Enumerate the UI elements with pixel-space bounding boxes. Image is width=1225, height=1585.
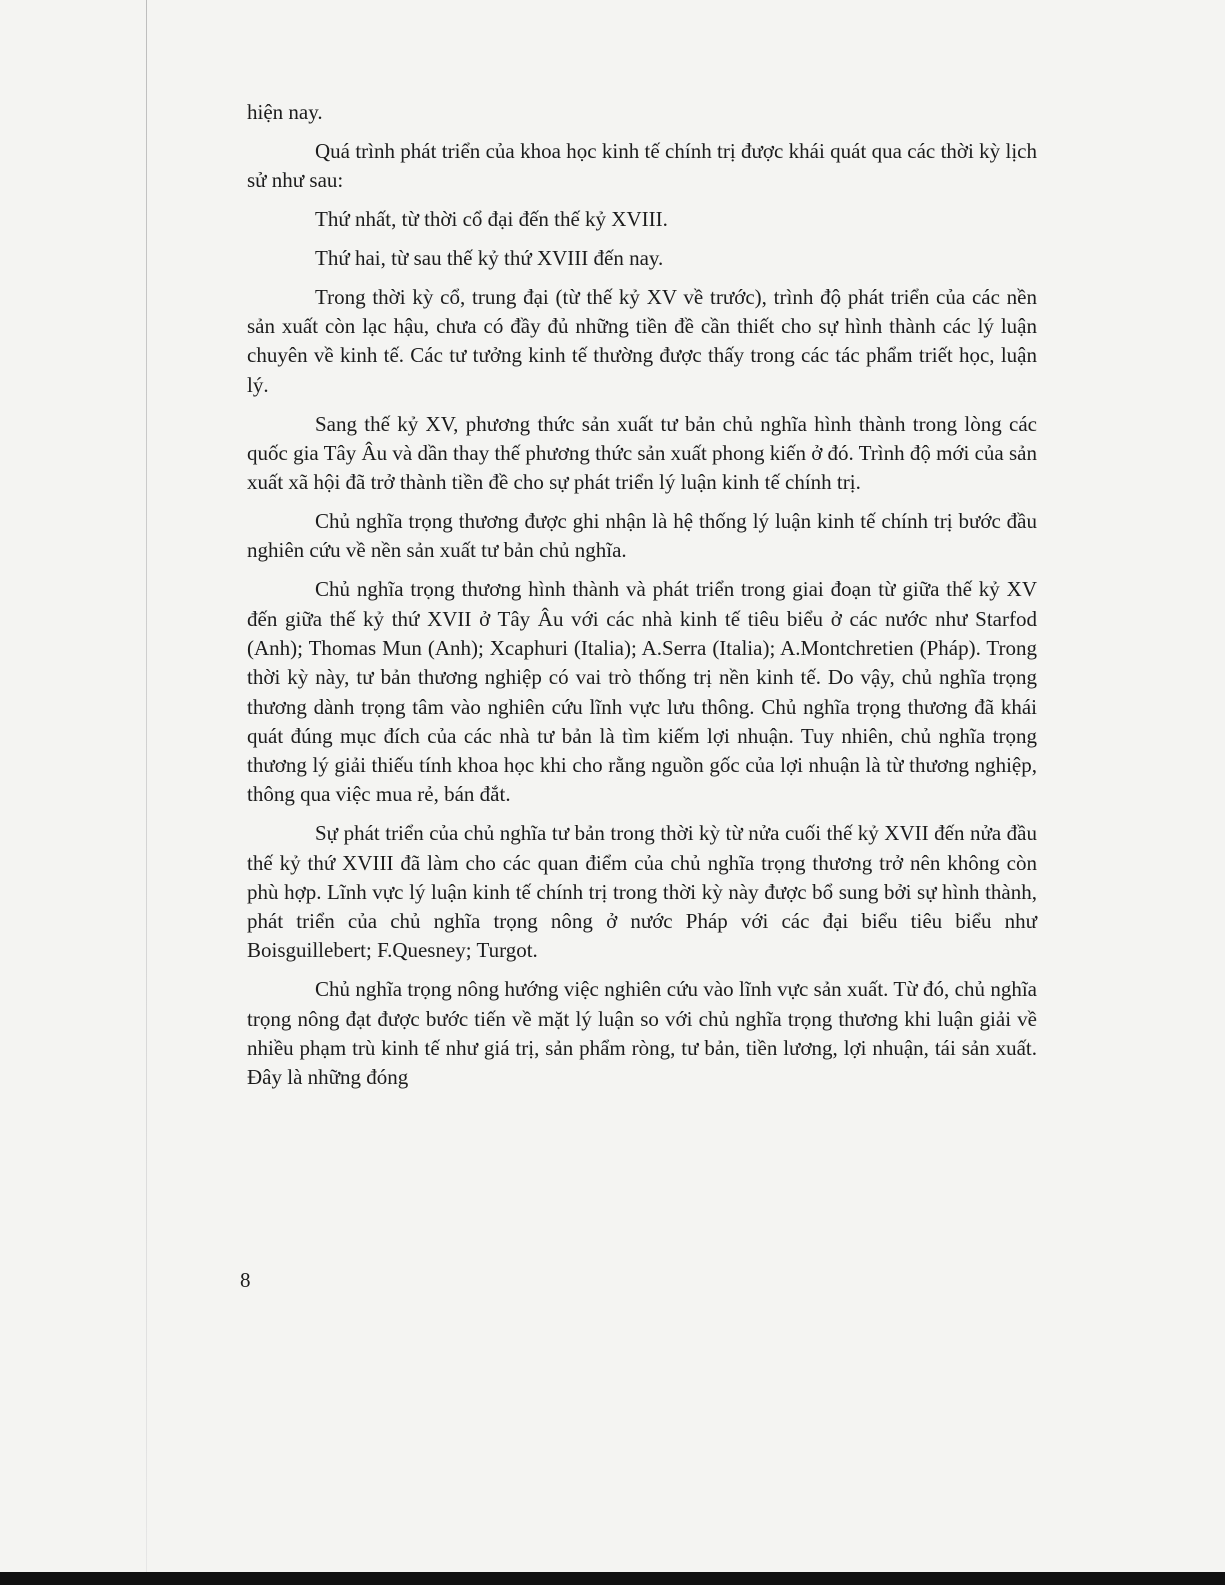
body-text [247,98,1037,1102]
scan-edge-left [146,0,147,1585]
paragraph: Sự phát triển của chủ nghĩa tư bản trong thời kỳ từ nửa cuối thế kỷ XVII đến nửa đầu thế kỷ thứ XVIII đã làm cho các quan điểm của chủ nghĩa trọng thương trở nên không còn phù hợp. Lĩnh vực lý luận kinh tế chính trị trong thời kỳ này được bổ sung bởi sự hình thành, phát triển của chủ nghĩa trọng nông ở nước Pháp với các đại biểu tiêu biểu như Boisguillebert; F.Quesney; Turgot. [247,821,1037,963]
paragraph: Chủ nghĩa trọng thương hình thành và phát triển trong giai đoạn từ giữa thế kỷ XV đến giữa thế kỷ thứ XVII ở Tây Âu với các nhà kinh tế tiêu biểu ở các nước như Starfod (Anh); Thomas Mun (Anh); Xcaphuri (Italia); A.Serra (Italia); A.Montchretien (Pháp). Trong thời kỳ này, tư bản thương nghiệp có vai trò thống trị nền kinh tế. Do vậy, chủ nghĩa trọng thương dành trọng tâm vào nghiên cứu lĩnh vực lưu thông. Chủ nghĩa trọng thương đã khái quát đúng mục đích của các nhà tư bản là tìm kiếm lợi nhuận. Tuy nhiên, chủ nghĩa trọng thương lý giải thiếu tính khoa học khi cho rằng nguồn gốc của lợi nhuận là từ thương nghiệp, thông qua việc mua rẻ, bán đắt. [247,577,1037,807]
paragraph: Sang thế kỷ XV, phương thức sản xuất tư bản chủ nghĩa hình thành trong lòng các quốc gia Tây Âu và dần thay thế phương thức sản xuất phong kiến ở đó. Trình độ mới của sản xuất xã hội đã trở thành tiền đề cho sự phát triển lý luận kinh tế chính trị. [247,411,1037,495]
paragraph: Chủ nghĩa trọng thương được ghi nhận là hệ thống lý luận kinh tế chính trị bước đầu nghiên cứu về nền sản xuất tư bản chủ nghĩa. [247,509,1037,563]
paragraph: Thứ hai, từ sau thế kỷ thứ XVIII đến nay. [315,245,664,270]
scan-edge-bottom [0,1572,1225,1585]
page-number: 8 [240,1268,251,1292]
paragraph-continuation: hiện nay. [247,100,323,124]
paragraph: Trong thời kỳ cổ, trung đại (từ thế kỷ XV về trước), trình độ phát triển của các nền sản xuất còn lạc hậu, chưa có đầy đủ những tiền đề cần thiết cho sự hình thành các lý luận chuyên về kinh tế. Các tư tưởng kinh tế thường được thấy trong các tác phẩm triết học, luận lý. [247,284,1037,397]
paragraph: Thứ nhất, từ thời cổ đại đến thế kỷ XVIII. [315,207,668,232]
paragraph: Quá trình phát triển của khoa học kinh tế chính trị được khái quát qua các thời kỳ lịch sử như sau: [247,138,1037,193]
paragraph: Chủ nghĩa trọng nông hướng việc nghiên cứu vào lĩnh vực sản xuất. Từ đó, chủ nghĩa trọng nông đạt được bước tiến về mặt lý luận so với chủ nghĩa trọng thương khi luận giải về nhiều phạm trù kinh tế như giá trị, sản phẩm ròng, tư bản, tiền lương, lợi nhuận, tái sản xuất. Đây là những đóng [247,977,1037,1090]
